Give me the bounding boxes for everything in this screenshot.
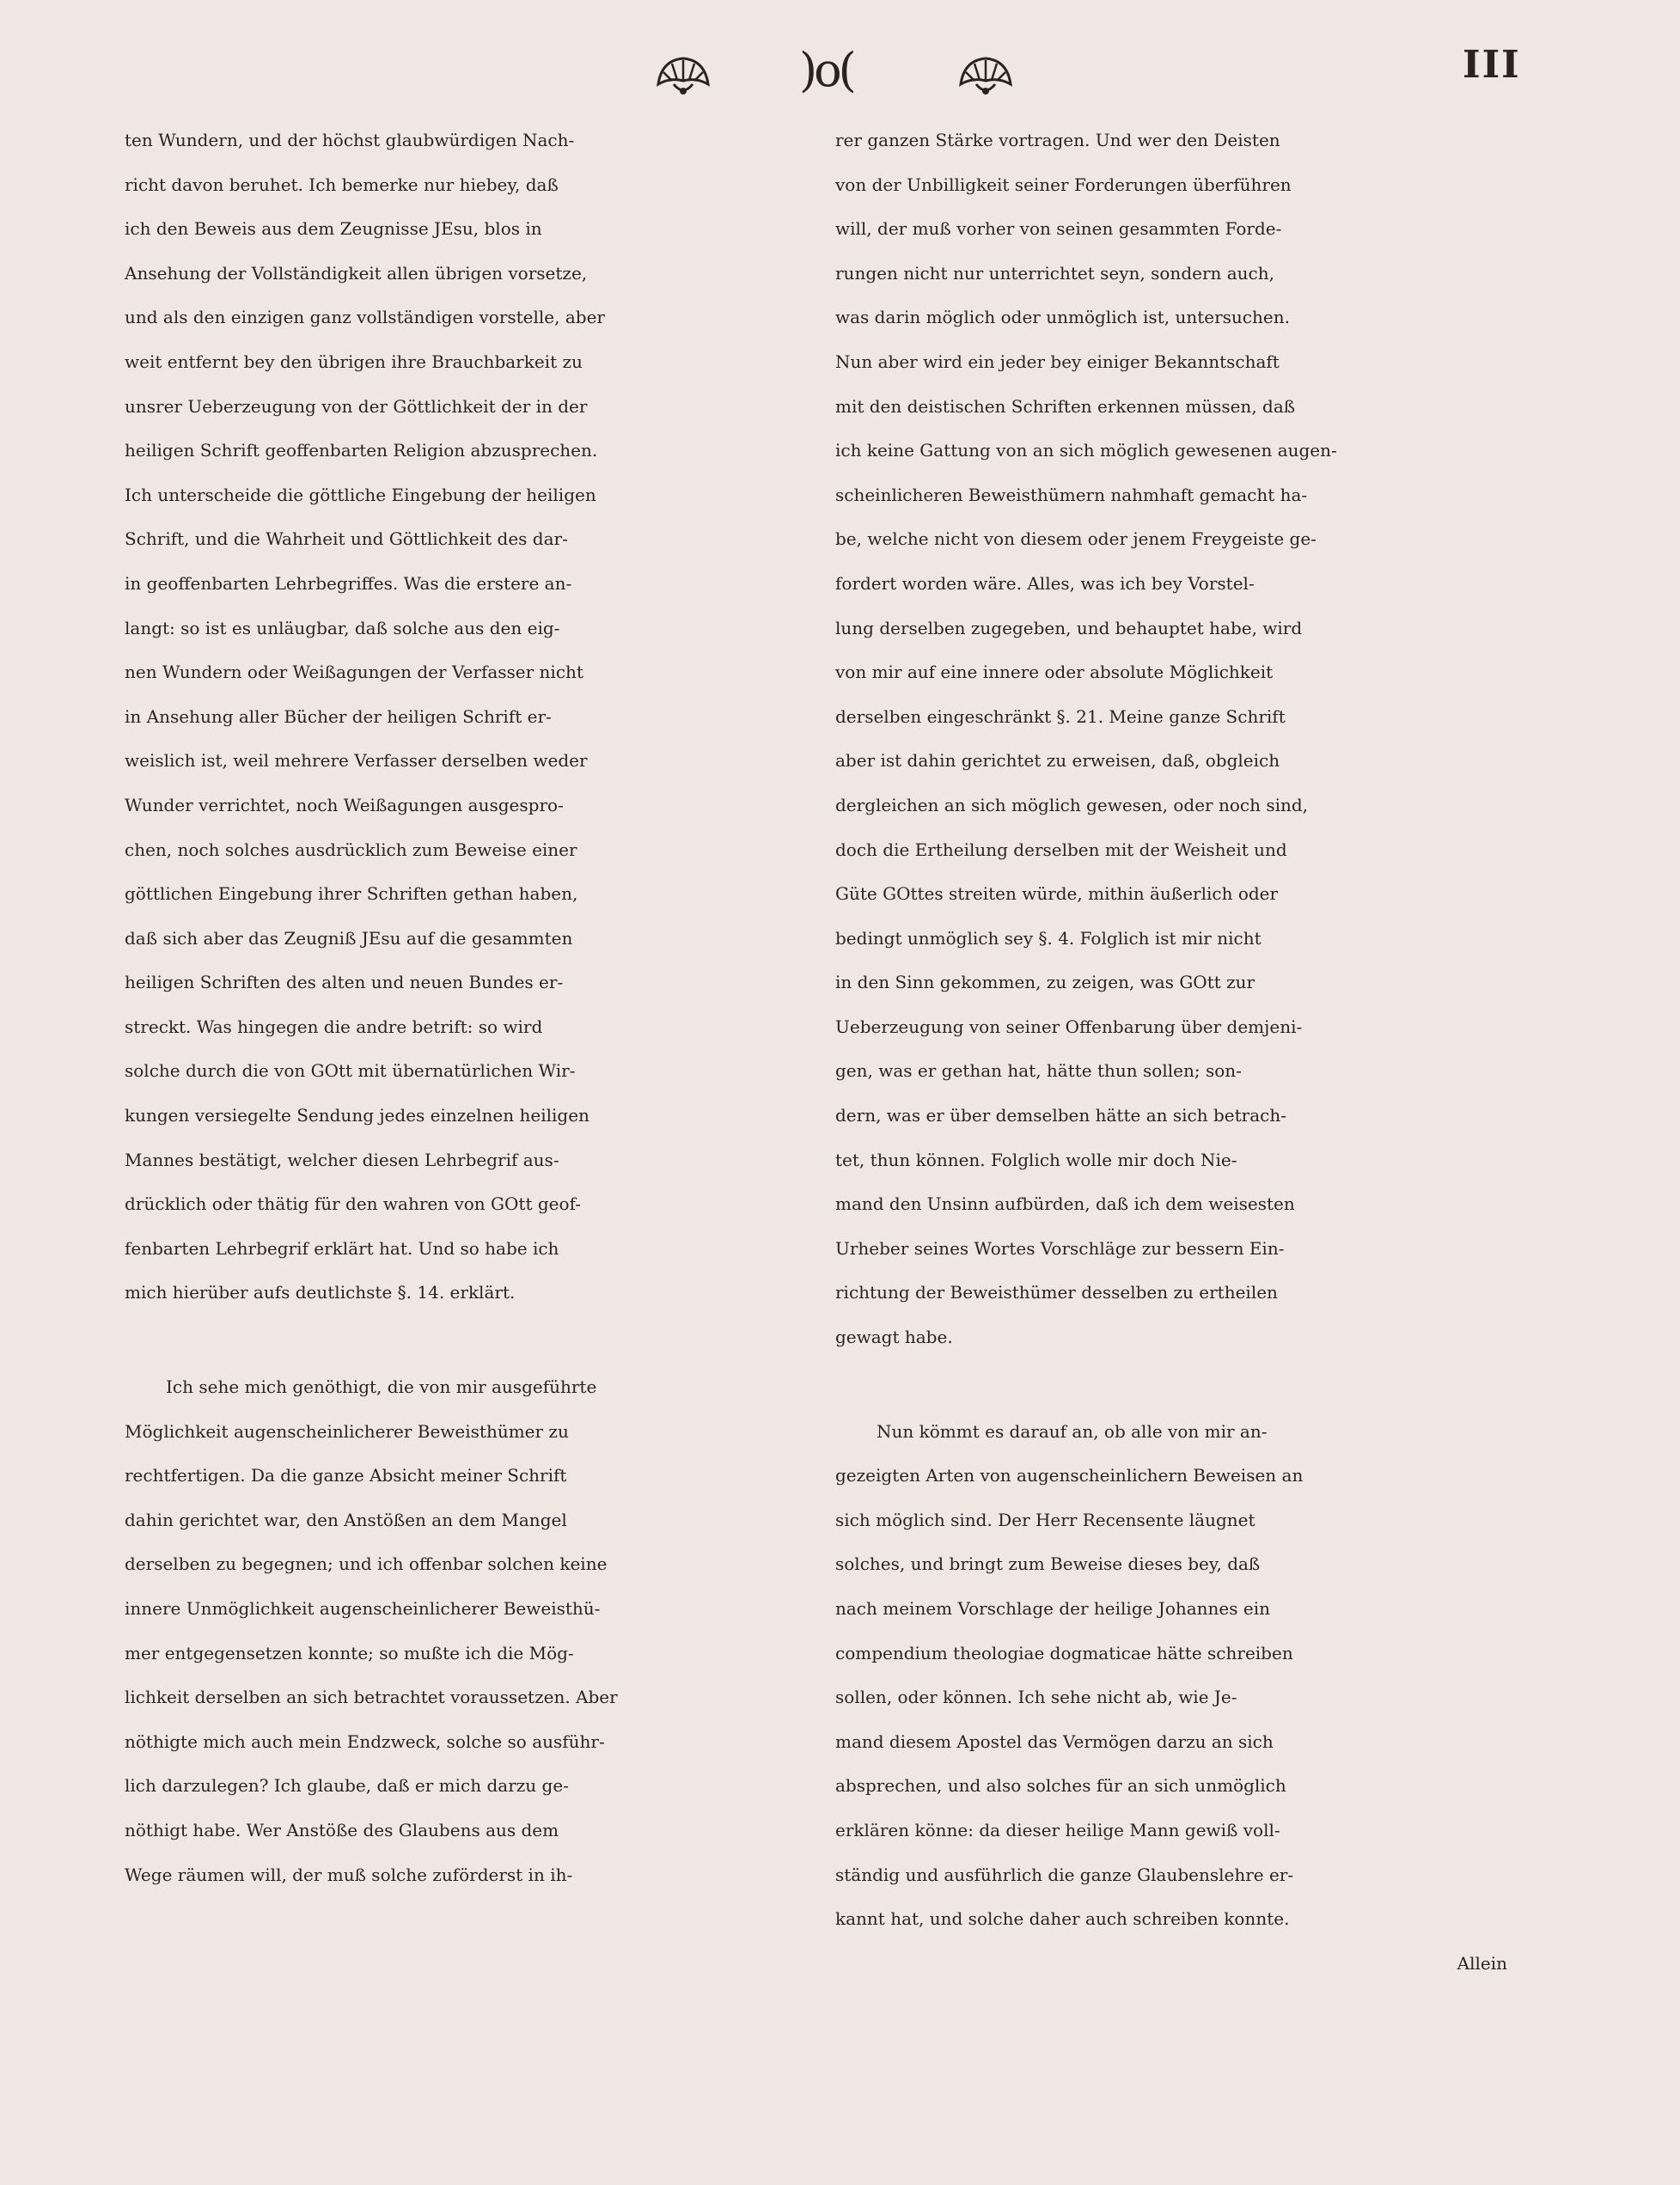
text-line: Nun aber wird ein jeder bey einiger Bekanntschaft — [835, 351, 1280, 372]
text-line: ten Wundern, und der höchst glaubwürdigen Nach- — [125, 130, 575, 150]
left-column — [125, 119, 829, 1897]
text-line: fordert worden wäre. Alles, was ich bey Vorstel- — [835, 572, 1255, 594]
text-line: solches, und bringt zum Beweise dieses bey, daß — [835, 1553, 1261, 1575]
text-line: derselben eingeschränkt §. 21. Meine ganze Schrift — [835, 705, 1286, 727]
paragraph — [835, 119, 1540, 1360]
text-line: gezeigten Arten von augenscheinlichern Beweisen an — [835, 1465, 1304, 1486]
text-line: kungen versiegelte Sendung jedes einzelnen heiligen — [125, 1105, 590, 1126]
text-line: nöthigte mich auch mein Endzweck, solche so ausführ- — [125, 1730, 605, 1752]
text-line: dergleichen an sich möglich gewesen, oder noch sind, — [835, 794, 1309, 815]
paragraph-gap — [125, 1315, 829, 1365]
text-line: gen, was er gethan hat, hätte thun sollen; son- — [835, 1060, 1242, 1082]
text-line: mand diesem Apostel das Vermögen darzu an sich — [835, 1730, 1274, 1752]
text-line: Urheber seines Wortes Vorschläge zur bessern Ein- — [835, 1237, 1285, 1259]
text-line: göttlichen Eingebung ihrer Schriften gethan haben, — [125, 883, 578, 905]
text-line: richt davon beruhet. Ich bemerke nur hiebey, daß — [125, 174, 559, 195]
text-line: heiligen Schrift geoffenbarten Religion abzusprechen. — [125, 440, 598, 461]
text-line: Möglichkeit augenscheinlicherer Beweisthümer zu — [125, 1420, 569, 1442]
text-line: Ueberzeugung von seiner Offenbarung über demjeni- — [835, 1016, 1303, 1037]
text-line: mit den deistischen Schriften erkennen müssen, daß — [835, 395, 1296, 417]
text-line: erklären könne: da dieser heilige Mann gewiß voll- — [835, 1819, 1280, 1840]
text-line: Wunder verrichtet, noch Weißagungen ausgespro- — [125, 794, 564, 815]
text-line: ich keine Gattung von an sich möglich gewesenen augen- — [835, 440, 1337, 461]
text-line: Güte GOttes streiten würde, mithin äußerlich oder — [835, 883, 1279, 905]
text-line: mand den Unsinn aufbürden, daß ich dem weisesten — [835, 1193, 1295, 1215]
text-line: Ich sehe mich genöthigt, die von mir ausgeführte — [166, 1376, 597, 1398]
shell-ornament-icon — [653, 52, 713, 103]
text-line: sollen, oder können. Ich sehe nicht ab, wie Je- — [835, 1687, 1237, 1708]
text-line: Nun kömmt es darauf an, ob alle von mir an- — [877, 1420, 1268, 1442]
text-line: nen Wundern oder Weißagungen der Verfasser nicht — [125, 662, 583, 683]
text-line: compendium theologiae dogmaticae hätte schreiben — [835, 1642, 1293, 1663]
text-line: will, der muß vorher von seinen gesammten Forde- — [835, 218, 1282, 240]
text-line: aber ist dahin gerichtet zu erweisen, daß, obgleich — [835, 750, 1280, 772]
text-line: heiligen Schriften des alten und neuen Bundes er- — [125, 972, 564, 993]
page-header — [0, 43, 1680, 112]
paragraph — [835, 1410, 1540, 1942]
text-line: in geoffenbarten Lehrbegriffes. Was die erstere an- — [125, 572, 572, 594]
text-line: Ansehung der Vollständigkeit allen übrigen vorsetze, — [125, 262, 588, 284]
text-line: tet, thun können. Folglich wolle mir doch Nie- — [835, 1149, 1237, 1170]
text-line: kannt hat, und solche daher auch schreiben konnte. — [835, 1908, 1290, 1930]
text-line: chen, noch solches ausdrücklich zum Beweise einer — [125, 839, 577, 860]
text-line: ich den Beweis aus dem Zeugnisse JEsu, blos in — [125, 218, 542, 240]
text-line: be, welche nicht von diesem oder jenem Freygeiste ge- — [835, 528, 1317, 550]
page-number: III — [1463, 43, 1521, 87]
right-column — [835, 119, 1540, 1986]
shell-ornament-icon — [956, 52, 1016, 103]
catchword: Allein — [1457, 1952, 1507, 1974]
text-line: und als den einzigen ganz vollständigen vorstelle, aber — [125, 307, 605, 328]
paragraph — [125, 119, 829, 1315]
text-line: drücklich oder thätig für den wahren von GOtt geof- — [125, 1193, 581, 1215]
text-line: gewagt habe. — [835, 1327, 953, 1348]
text-line: von mir auf eine innere oder absolute Möglichkeit — [835, 662, 1274, 683]
text-line: doch die Ertheilung derselben mit der Weisheit und — [835, 839, 1287, 860]
text-line: rechtfertigen. Da die ganze Absicht meiner Schrift — [125, 1465, 567, 1486]
text-line: Wege räumen will, der muß solche zuförderst in ih- — [125, 1864, 573, 1885]
text-line: daß sich aber das Zeugniß JEsu auf die gesammten — [125, 927, 573, 949]
text-line: lichkeit derselben an sich betrachtet voraussetzen. Aber — [125, 1687, 618, 1708]
text-line: nöthigt habe. Wer Anstöße des Glaubens aus dem — [125, 1819, 559, 1840]
text-line: Ich unterscheide die göttliche Eingebung der heiligen — [125, 484, 596, 505]
text-line: nach meinem Vorschlage der heilige Johannes ein — [835, 1598, 1271, 1619]
paragraph-gap — [835, 1360, 1540, 1410]
text-line: rungen nicht nur unterrichtet seyn, sondern auch, — [835, 262, 1274, 284]
text-line: sich möglich sind. Der Herr Recensente läugnet — [835, 1509, 1255, 1530]
text-line: unsrer Ueberzeugung von der Göttlichkeit der in der — [125, 395, 588, 417]
text-line: langt: so ist es unläugbar, daß solche aus den eig- — [125, 617, 560, 638]
text-line: lich darzulegen? Ich glaube, daß er mich darzu ge- — [125, 1775, 569, 1797]
text-line: derselben zu begegnen; und ich offenbar solchen keine — [125, 1553, 608, 1575]
text-line: von der Unbilligkeit seiner Forderungen überführen — [835, 174, 1292, 195]
text-line: in den Sinn gekommen, zu zeigen, was GOtt zur — [835, 972, 1255, 993]
text-line: was darin möglich oder unmöglich ist, untersuchen. — [835, 307, 1290, 328]
text-line: lung derselben zugegeben, und behauptet habe, wird — [835, 617, 1303, 638]
text-line: bedingt unmöglich sey §. 4. Folglich ist mir nicht — [835, 927, 1262, 949]
header-divider-mark: )o( — [799, 43, 853, 97]
text-line: solche durch die von GOtt mit übernatürlichen Wir- — [125, 1060, 576, 1082]
text-line: Schrift, und die Wahrheit und Göttlichkeit des dar- — [125, 528, 568, 550]
text-line: rer ganzen Stärke vortragen. Und wer den Deisten — [835, 130, 1280, 150]
text-line: weit entfernt bey den übrigen ihre Brauchbarkeit zu — [125, 351, 583, 372]
text-line: dahin gerichtet war, den Anstößen an dem Mangel — [125, 1509, 567, 1530]
text-line: absprechen, und also solches für an sich unmöglich — [835, 1775, 1286, 1797]
text-line: dern, was er über demselben hätte an sich betrach- — [835, 1105, 1286, 1126]
text-line: fenbarten Lehrbegrif erklärt hat. Und so habe ich — [125, 1237, 559, 1259]
text-line: streckt. Was hingegen die andre betrift: so wird — [125, 1016, 543, 1037]
text-line: weislich ist, weil mehrere Verfasser derselben weder — [125, 750, 588, 772]
paragraph — [125, 1365, 829, 1897]
text-line: scheinlicheren Beweisthümern nahmhaft gemacht ha- — [835, 484, 1308, 505]
text-line: innere Unmöglichkeit augenscheinlicherer Beweisthü- — [125, 1598, 601, 1619]
text-line: mich hierüber aufs deutlichste §. 14. erklärt. — [125, 1282, 516, 1303]
text-line: mer entgegensetzen konnte; so mußte ich die Mög- — [125, 1642, 574, 1663]
text-line: Mannes bestätigt, welcher diesen Lehrbegrif aus- — [125, 1149, 559, 1170]
text-line: richtung der Beweisthümer desselben zu ertheilen — [835, 1282, 1278, 1303]
text-line: ständig und ausführlich die ganze Glaubenslehre er- — [835, 1864, 1294, 1885]
text-line: in Ansehung aller Bücher der heiligen Schrift er- — [125, 705, 552, 727]
